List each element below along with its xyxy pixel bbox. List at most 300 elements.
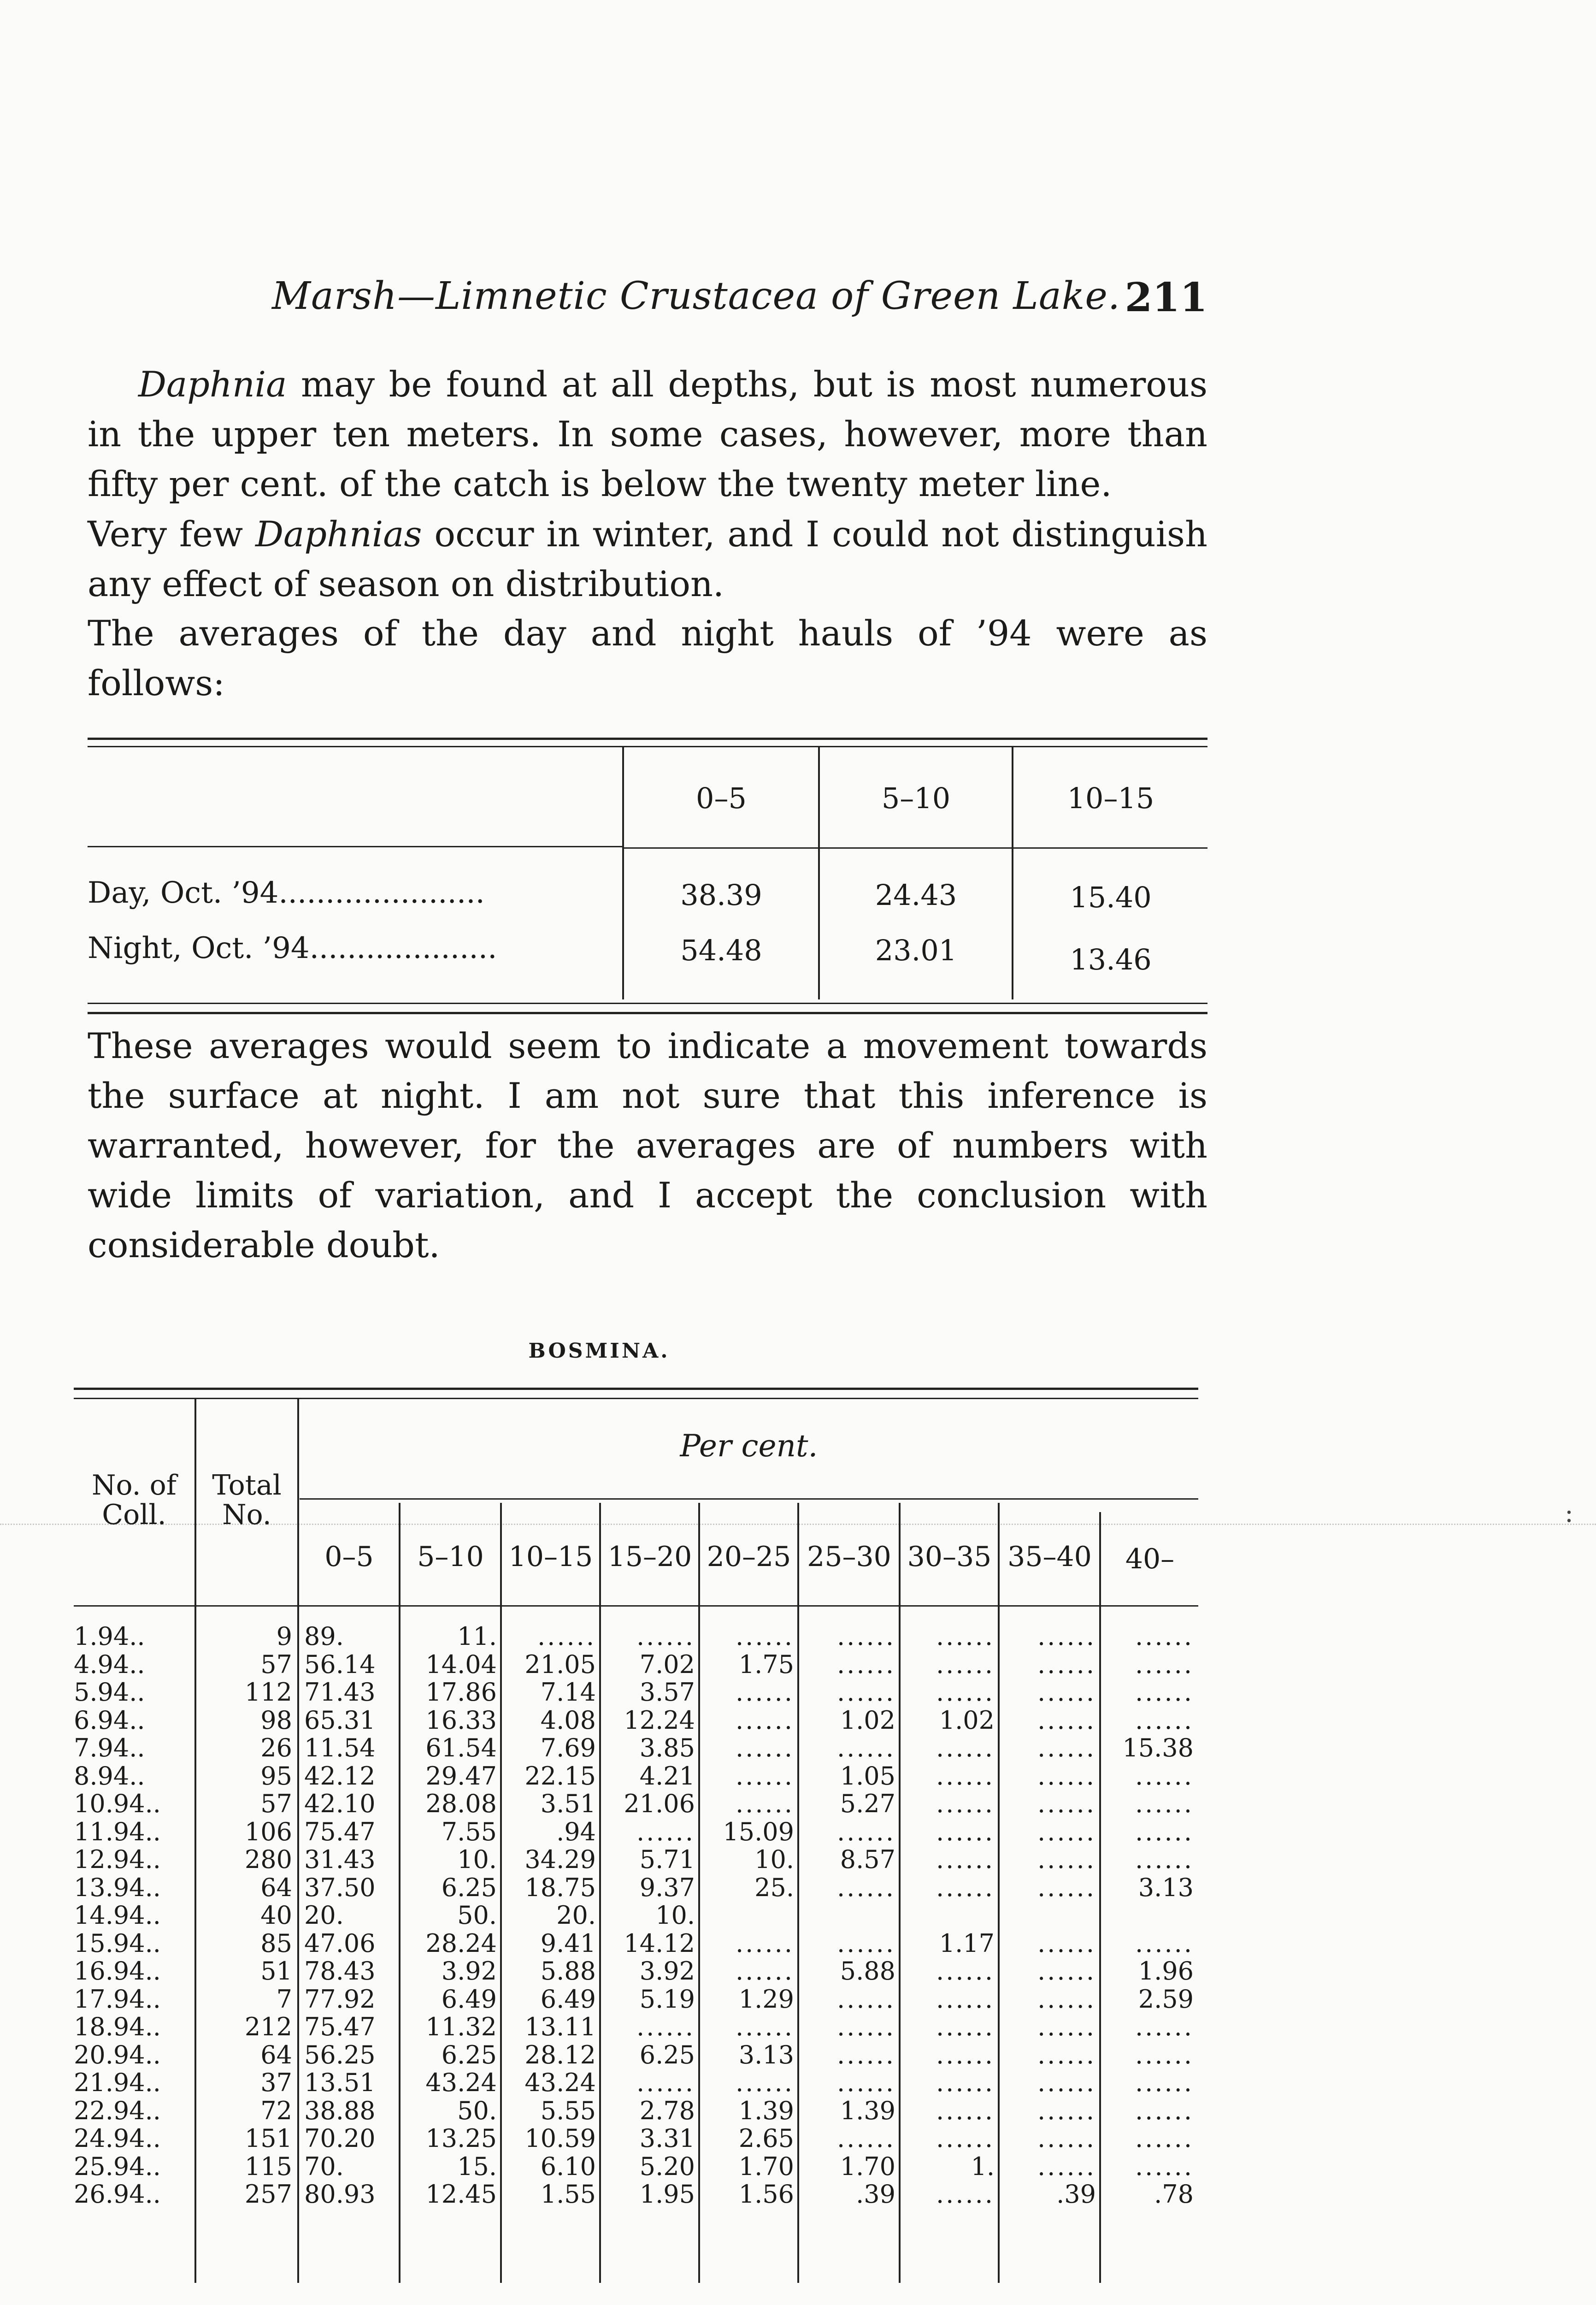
table-cell: 70. — [304, 2151, 344, 2181]
table-cell: 95 — [260, 1761, 292, 1791]
table-cell: 25.94.. — [74, 2151, 161, 2181]
table-cell: ...... — [1135, 2068, 1194, 2097]
table-cell: 15.09 — [723, 1817, 794, 1846]
table-cell: ...... — [1135, 2124, 1194, 2153]
table-cell: 106 — [244, 1817, 292, 1846]
column-divider — [698, 1503, 700, 2283]
table-cell: ...... — [1135, 1761, 1194, 1791]
table-cell: ...... — [1135, 2040, 1194, 2069]
table-cell: 1.56 — [738, 2180, 794, 2209]
table-cell: ...... — [1037, 1678, 1096, 1707]
table-cell: ...... — [1037, 2040, 1096, 2069]
table-cell: ...... — [1135, 1622, 1194, 1651]
table-cell: 38.39 — [680, 878, 762, 912]
table-cell: ...... — [736, 1733, 794, 1762]
table-rule — [300, 1498, 1198, 1500]
table-cell: 24.94.. — [74, 2124, 161, 2153]
table-cell: 7.94.. — [74, 1733, 145, 1762]
table-rule — [74, 1388, 1198, 1390]
table-cell: ...... — [1135, 1705, 1194, 1735]
table-cell: 257 — [244, 2180, 292, 2209]
range-header: 30–35 — [907, 1541, 992, 1573]
table-cell: 12.94.. — [74, 1845, 161, 1874]
column-divider — [1012, 746, 1013, 999]
table-cell: ...... — [1037, 2096, 1096, 2125]
header-total-no: Total No. — [212, 1469, 282, 1531]
table-cell: 8.57 — [840, 1845, 895, 1874]
table-cell: 64 — [260, 2040, 292, 2069]
table-cell: ...... — [837, 2040, 895, 2069]
table-cell: 65.31 — [304, 1705, 376, 1735]
column-divider — [998, 1503, 1000, 2283]
running-head: Marsh—Limnetic Crustacea of Green Lake. — [272, 274, 1120, 318]
table-cell: ...... — [936, 2096, 995, 2125]
table-cell: ...... — [736, 1956, 794, 1986]
table-cell: .39 — [856, 2180, 895, 2209]
column-35-40 — [1000, 1623, 1096, 2209]
table-cell: 10.59 — [524, 2124, 596, 2153]
table-cell: 6.25 — [441, 1873, 497, 1902]
table-cell: 50. — [457, 1901, 497, 1930]
table-cell: ...... — [537, 1622, 596, 1651]
table-cell: 9.37 — [639, 1873, 695, 1902]
table-cell: 13.51 — [304, 2068, 376, 2097]
table-cell: 17.94.. — [74, 1984, 161, 2014]
table-cell: 37.50 — [304, 1873, 376, 1902]
table-cell: 12.24 — [624, 1705, 695, 1735]
column-20-25 — [701, 1623, 794, 2209]
column-40 — [1101, 1623, 1194, 2209]
table-cell: ...... — [636, 2068, 695, 2097]
table-cell: 21.05 — [524, 1649, 596, 1679]
table-cell: 13.46 — [1070, 943, 1152, 976]
table-rule — [88, 846, 622, 847]
table-cell: ...... — [1037, 1956, 1096, 1986]
table-cell — [1000, 1902, 1096, 1930]
table-cell: 37 — [260, 2068, 292, 2097]
table-cell: 5.88 — [840, 1956, 895, 1986]
table-cell: ...... — [936, 2040, 995, 2069]
column-30-35 — [901, 1623, 995, 2209]
paragraph-daphnia-depth — [88, 360, 1207, 509]
table-cell: ...... — [936, 1733, 995, 1762]
table-cell: ...... — [837, 1817, 895, 1846]
table-cell: 13.94.. — [74, 1873, 161, 1902]
table-cell: ...... — [936, 1956, 995, 1986]
table-cell: 9.41 — [540, 1928, 596, 1958]
table-cell: 75.47 — [304, 1817, 376, 1846]
column-0-5 — [304, 1623, 396, 2209]
table-cell: 28.08 — [425, 1789, 497, 1818]
range-header: 10–15 — [508, 1541, 593, 1573]
table-cell: 15.40 — [1070, 881, 1152, 914]
table-cell: ...... — [936, 1761, 995, 1791]
column-divider — [500, 1503, 502, 2283]
table-rule — [622, 847, 1207, 849]
table-cell: 11. — [457, 1622, 497, 1651]
table-rule — [88, 1003, 1207, 1004]
table-cell: ...... — [1037, 1984, 1096, 2014]
table-cell: 20. — [556, 1901, 596, 1930]
table-cell: ...... — [736, 2068, 794, 2097]
column-5-10 — [401, 1623, 497, 2209]
table-cell: 6.94.. — [74, 1705, 145, 1735]
table-cell: 3.13 — [1138, 1873, 1194, 1902]
column-divider — [1099, 1512, 1101, 2283]
table-cell: ...... — [736, 1761, 794, 1791]
table-cell: ...... — [1037, 2151, 1096, 2181]
table-cell: ...... — [1135, 2096, 1194, 2125]
table-cell: 20.94.. — [74, 2040, 161, 2069]
table-cell: ...... — [936, 1873, 995, 1902]
table-cell: 15. — [457, 2151, 497, 2181]
table-cell: 57 — [260, 1789, 292, 1818]
table-cell: ...... — [1037, 2124, 1096, 2153]
table-cell: 28.12 — [524, 2040, 596, 2069]
table-cell: 50. — [457, 2096, 497, 2125]
table-cell: 6.49 — [540, 1984, 596, 2014]
range-header: 40– — [1125, 1543, 1175, 1575]
table-cell: 78.43 — [304, 1956, 376, 1986]
table-cell: ...... — [1037, 1761, 1096, 1791]
table-cell: 20. — [304, 1901, 344, 1930]
table-cell: 70.20 — [304, 2124, 376, 2153]
table-cell — [701, 1902, 794, 1930]
table-cell: ...... — [736, 1622, 794, 1651]
table-cell: 29.47 — [425, 1761, 497, 1791]
table-cell: 31.43 — [304, 1845, 376, 1874]
table-rule — [88, 738, 1207, 740]
table-cell: 42.12 — [304, 1761, 376, 1791]
table-cell: ...... — [636, 1622, 695, 1651]
table-cell: ...... — [936, 2124, 995, 2153]
table-cell: ...... — [936, 1845, 995, 1874]
table-cell: ...... — [1135, 1845, 1194, 1874]
table-cell: 6.10 — [540, 2151, 596, 2181]
range-header: 0–5 — [324, 1541, 374, 1573]
table-cell — [800, 1902, 895, 1930]
table-cell: 40 — [260, 1901, 292, 1930]
table-cell: 7.14 — [540, 1678, 596, 1707]
paragraph-averages-discussion: These averages would seem to indicate a movement towards the surface at night. I am not sure that this inference is warranted, however, for the averages are of numbers with wide limits of variation, and I accept the conclusion with considerable doubt. — [88, 1025, 1207, 1265]
table-cell: 5.19 — [639, 1984, 695, 2014]
table-cell: 6.25 — [639, 2040, 695, 2069]
column-header: 5–10 — [881, 781, 951, 815]
table-cell: ...... — [1037, 2068, 1096, 2097]
table-cell: 11.54 — [304, 1733, 376, 1762]
table-cell: ...... — [736, 1928, 794, 1958]
table-cell: 151 — [244, 2124, 292, 2153]
table-cell: 4.94.. — [74, 1649, 145, 1679]
table-cell: 3.85 — [639, 1733, 695, 1762]
range-header: 20–25 — [707, 1541, 791, 1573]
table-cell: ...... — [1037, 1817, 1096, 1846]
table-cell: 212 — [244, 2012, 292, 2041]
table-cell: 47.06 — [304, 1928, 376, 1958]
column-divider — [297, 1398, 299, 2283]
table-cell: ...... — [936, 2180, 995, 2209]
table-cell: 34.29 — [524, 1845, 596, 1874]
table-cell: 64 — [260, 1873, 292, 1902]
table-cell: ...... — [1037, 1622, 1096, 1651]
table-cell: 61.54 — [425, 1733, 497, 1762]
table-cell: 5.20 — [639, 2151, 695, 2181]
table-cell: ...... — [1037, 1928, 1096, 1958]
table-cell: 57 — [260, 1649, 292, 1679]
table-cell: 1. — [971, 2151, 995, 2181]
table-cell: 89. — [304, 1622, 344, 1651]
table-cell: ...... — [837, 2012, 895, 2041]
table-cell: 85 — [260, 1928, 292, 1958]
table-cell: 6.49 — [441, 1984, 497, 2014]
table-cell: 75.47 — [304, 2012, 376, 2041]
page-header — [88, 274, 1207, 325]
table-cell: ...... — [837, 1622, 895, 1651]
table-cell: 2.78 — [639, 2096, 695, 2125]
table-cell: 1.39 — [738, 2096, 794, 2125]
column-divider — [797, 1503, 799, 2283]
table-cell: ...... — [1037, 1873, 1096, 1902]
table-cell: 4.21 — [639, 1761, 695, 1791]
table-cell: ...... — [736, 1705, 794, 1735]
table-cell: 1.94.. — [74, 1622, 145, 1651]
table-cell: 3.92 — [639, 1956, 695, 1986]
paragraph-text: may be found at all depths, but is most numerous in the upper ten meters. In some cases, however, more than fifty per cent. of the catch is below the twenty meter line. — [88, 364, 1207, 504]
table-cell: ...... — [1135, 2012, 1194, 2041]
table-cell: ...... — [1135, 1789, 1194, 1818]
table-rule — [74, 1605, 1198, 1607]
table-cell: 14.94.. — [74, 1901, 161, 1930]
table-cell: 54.48 — [680, 934, 762, 967]
table-cell: 1.70 — [840, 2151, 895, 2181]
table-cell: 23.01 — [875, 934, 957, 967]
table-cell: ...... — [837, 1678, 895, 1707]
table-cell: 1.02 — [840, 1705, 895, 1735]
table-cell: 56.14 — [304, 1649, 376, 1679]
table-cell: 16.33 — [425, 1705, 497, 1735]
column-divider — [599, 1503, 601, 2283]
averages-table — [88, 738, 1207, 1014]
table-cell: 5.71 — [639, 1845, 695, 1874]
table-cell: 18.75 — [524, 1873, 596, 1902]
paragraph-text: occur in winter, and I could not distinguish any effect of season on distribution. — [88, 514, 1208, 604]
table-cell: 8.94.. — [74, 1761, 145, 1791]
table-cell: 13.25 — [425, 2124, 497, 2153]
range-header: 35–40 — [1007, 1541, 1092, 1573]
table-cell: .39 — [1056, 2180, 1096, 2209]
table-cell: 2.65 — [738, 2124, 794, 2153]
table-cell: 5.27 — [840, 1789, 895, 1818]
table-cell: 3.92 — [441, 1956, 497, 1986]
table-cell: 28.24 — [425, 1928, 497, 1958]
table-cell: 16.94.. — [74, 1956, 161, 1986]
margin-mark: : — [1565, 1498, 1573, 1528]
table-cell: ...... — [1037, 1705, 1096, 1735]
table-cell: ...... — [636, 2012, 695, 2041]
column-header: 10–15 — [1067, 781, 1154, 815]
table-cell: ...... — [1037, 1845, 1096, 1874]
column-header: 0–5 — [696, 781, 747, 815]
table-cell: ...... — [936, 2068, 995, 2097]
table-cell: 1.02 — [939, 1705, 995, 1735]
column-divider — [399, 1503, 400, 2283]
table-cell: 3.31 — [639, 2124, 695, 2153]
table-cell: ...... — [837, 1733, 895, 1762]
table-cell: 22.94.. — [74, 2096, 161, 2125]
table-cell: 5.55 — [540, 2096, 596, 2125]
table-cell: 4.08 — [540, 1705, 596, 1735]
table-cell: .94 — [556, 1817, 596, 1846]
table-cell: 115 — [244, 2151, 292, 2181]
table-cell: ...... — [936, 2012, 995, 2041]
column-divider — [818, 746, 820, 999]
column-divider — [899, 1503, 901, 2283]
table-cell: 26 — [260, 1733, 292, 1762]
table-cell: 7.02 — [639, 1649, 695, 1679]
paragraph-text: Very few — [88, 514, 256, 555]
table-cell: 1.75 — [738, 1649, 794, 1679]
table-cell: ...... — [837, 1984, 895, 2014]
table-cell: 5.88 — [540, 1956, 596, 1986]
table-cell: ...... — [736, 1789, 794, 1818]
table-cell: 24.43 — [875, 878, 957, 912]
table-cell: ...... — [1135, 1928, 1194, 1958]
table-cell: ...... — [1135, 1678, 1194, 1707]
table-cell: 10. — [655, 1901, 695, 1930]
header-per-cent: Per cent. — [680, 1428, 818, 1464]
table-cell — [1101, 1902, 1194, 1930]
table-cell: 11.32 — [425, 2012, 497, 2041]
table-cell: ...... — [936, 1678, 995, 1707]
table-rule — [88, 746, 1207, 747]
table-cell: 7 — [276, 1984, 292, 2014]
table-cell: ...... — [936, 1622, 995, 1651]
table-cell: ...... — [936, 1817, 995, 1846]
table-cell: ...... — [736, 2012, 794, 2041]
table-cell: 43.24 — [425, 2068, 497, 2097]
table-cell: 1.55 — [540, 2180, 596, 2209]
table-cell: 112 — [244, 1678, 292, 1707]
table-cell: ...... — [1135, 1817, 1194, 1846]
table-cell: 1.29 — [738, 1984, 794, 2014]
table-cell: 18.94.. — [74, 2012, 161, 2041]
table-cell: 17.86 — [425, 1678, 497, 1707]
table-cell: ...... — [936, 1984, 995, 2014]
table-cell: 1.39 — [840, 2096, 895, 2125]
table-cell: 1.17 — [939, 1928, 995, 1958]
table-cell: ...... — [936, 1789, 995, 1818]
column-25-30 — [800, 1623, 895, 2209]
table-cell: ...... — [936, 1649, 995, 1679]
table-cell: 12.45 — [425, 2180, 497, 2209]
table-cell: ...... — [837, 1873, 895, 1902]
table-cell: 71.43 — [304, 1678, 376, 1707]
row-label-day: Day, Oct. ’94...................... — [88, 876, 485, 910]
table-cell: 10. — [754, 1845, 794, 1874]
table-cell: 280 — [244, 1845, 292, 1874]
table-cell: ...... — [736, 1678, 794, 1707]
table-cell: 51 — [260, 1956, 292, 1986]
table-cell: .78 — [1154, 2180, 1194, 2209]
paragraph-daphnia-winter — [88, 509, 1207, 609]
table-cell: 80.93 — [304, 2180, 376, 2209]
table-cell: 42.10 — [304, 1789, 376, 1818]
table-cell: 2.59 — [1138, 1984, 1194, 2014]
table-cell: 13.11 — [524, 2012, 596, 2041]
row-label-night: Night, Oct. ’94.................... — [88, 931, 497, 965]
table-cell: 21.06 — [624, 1789, 695, 1818]
table-cell: ...... — [1135, 2151, 1194, 2181]
table-title: BOSMINA. — [528, 1339, 670, 1363]
column-divider — [622, 746, 624, 999]
table-cell: 7.69 — [540, 1733, 596, 1762]
table-cell: 9 — [276, 1622, 292, 1651]
table-cell: 3.51 — [540, 1789, 596, 1818]
table-cell: 77.92 — [304, 1984, 376, 2014]
table-cell: ...... — [837, 2068, 895, 2097]
species-name: Daphnia — [138, 364, 287, 405]
table-cell: ...... — [1135, 1649, 1194, 1679]
range-header: 15–20 — [607, 1541, 692, 1573]
table-cell: 25. — [754, 1873, 794, 1902]
column-total-no — [196, 1623, 292, 2209]
table-cell: ...... — [837, 1649, 895, 1679]
table-cell: 72 — [260, 2096, 292, 2125]
bosmina-table — [74, 1388, 1198, 2305]
table-cell: 14.04 — [425, 1649, 497, 1679]
table-cell: 1.70 — [738, 2151, 794, 2181]
table-cell: 15.94.. — [74, 1928, 161, 1958]
header-no-of-coll: No. of Coll. — [91, 1469, 177, 1531]
column-10-15 — [502, 1623, 596, 2209]
table-cell: 1.96 — [1138, 1956, 1194, 1986]
table-cell: 43.24 — [524, 2068, 596, 2097]
table-cell: 1.95 — [639, 2180, 695, 2209]
table-cell: 56.25 — [304, 2040, 376, 2069]
table-cell: 21.94.. — [74, 2068, 161, 2097]
table-cell: 38.88 — [304, 2096, 376, 2125]
table-rule — [88, 1012, 1207, 1014]
table-cell: ...... — [1037, 2012, 1096, 2041]
species-name: Daphnias — [255, 514, 422, 555]
paragraph-averages-intro: The averages of the day and night hauls of ’94 were as follows: — [88, 613, 1207, 703]
table-cell — [901, 1902, 995, 1930]
table-cell: 7.55 — [441, 1817, 497, 1846]
table-cell: ...... — [1037, 1733, 1096, 1762]
table-cell: ...... — [1037, 1789, 1096, 1818]
table-cell: 26.94.. — [74, 2180, 161, 2209]
table-cell: ...... — [837, 1928, 895, 1958]
column-no-of-coll — [74, 1623, 191, 2209]
table-cell: 6.25 — [441, 2040, 497, 2069]
table-cell: 5.94.. — [74, 1678, 145, 1707]
table-cell: 15.38 — [1122, 1733, 1194, 1762]
table-cell: 14.12 — [624, 1928, 695, 1958]
table-cell: 10.94.. — [74, 1789, 161, 1818]
table-cell: ...... — [837, 2124, 895, 2153]
range-header: 25–30 — [807, 1541, 891, 1573]
table-cell: ...... — [1037, 1649, 1096, 1679]
table-cell: 3.57 — [639, 1678, 695, 1707]
table-cell: 3.13 — [738, 2040, 794, 2069]
table-cell: 22.15 — [524, 1761, 596, 1791]
table-cell: 10. — [457, 1845, 497, 1874]
table-rule — [74, 1398, 1198, 1399]
table-cell: ...... — [636, 1817, 695, 1846]
page-number: 211 — [1125, 274, 1207, 321]
table-cell: 1.05 — [840, 1761, 895, 1791]
range-header: 5–10 — [417, 1541, 484, 1573]
